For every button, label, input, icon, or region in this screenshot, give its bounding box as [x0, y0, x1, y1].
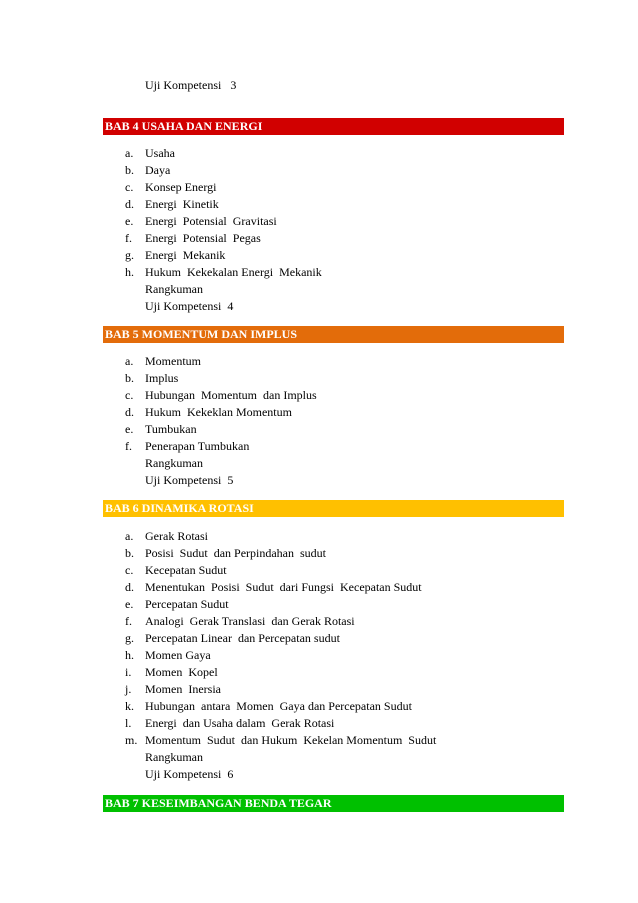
list-item-letter: d.: [125, 405, 134, 419]
list-item: Hubungan antara Momen Gaya dan Percepatan Sudut: [145, 699, 412, 713]
list-item-letter: e.: [125, 422, 134, 436]
list-item-letter: c.: [125, 180, 134, 194]
list-item: Percepatan Sudut: [145, 597, 229, 611]
summary-label: Rangkuman: [145, 456, 203, 470]
list-item-letter: i.: [125, 665, 132, 679]
summary-label: Rangkuman: [145, 282, 203, 296]
list-item-letter: a.: [125, 146, 134, 160]
list-item: Menentukan Posisi Sudut dari Fungsi Kecepatan Sudut: [145, 580, 422, 594]
list-item: Percepatan Linear dan Percepatan sudut: [145, 631, 340, 645]
list-item-letter: b.: [125, 371, 134, 385]
summary-label: Rangkuman: [145, 750, 203, 764]
list-item: Kecepatan Sudut: [145, 563, 227, 577]
test-label: Uji Kompetensi 4: [145, 299, 234, 313]
intro-test-label: Uji Kompetensi 3: [145, 78, 237, 92]
chapter-6-header: BAB 6 DINAMIKA ROTASI: [103, 500, 564, 517]
list-item: Energi Potensial Gravitasi: [145, 214, 277, 228]
list-item-letter: l.: [125, 716, 132, 730]
list-item: Penerapan Tumbukan: [145, 439, 250, 453]
list-item-letter: h.: [125, 648, 134, 662]
list-item: Tumbukan: [145, 422, 197, 436]
list-item: Posisi Sudut dan Perpindahan sudut: [145, 546, 327, 560]
list-item-letter: c.: [125, 388, 134, 402]
list-item: Momen Kopel: [145, 665, 218, 679]
list-item-letter: f.: [125, 231, 132, 245]
list-item: Hukum Kekeklan Momentum: [145, 405, 292, 419]
list-item: Hubungan Momentum dan Implus: [145, 388, 317, 402]
list-item-letter: m.: [125, 733, 138, 747]
list-item: Energi Kinetik: [145, 197, 219, 211]
list-item: Momentum: [145, 354, 201, 368]
list-item: Implus: [145, 371, 179, 385]
list-item: Energi Mekanik: [145, 248, 226, 262]
list-item: Energi dan Usaha dalam Gerak Rotasi: [145, 716, 335, 730]
list-item: Momen Inersia: [145, 682, 221, 696]
list-item-letter: a.: [125, 354, 134, 368]
list-item-letter: e.: [125, 597, 134, 611]
list-item-letter: e.: [125, 214, 134, 228]
list-item: Konsep Energi: [145, 180, 217, 194]
list-item-letter: g.: [125, 248, 134, 262]
list-item-letter: f.: [125, 614, 132, 628]
list-item-letter: c.: [125, 563, 134, 577]
list-item-letter: f.: [125, 439, 132, 453]
list-item: Usaha: [145, 146, 175, 160]
test-label: Uji Kompetensi 5: [145, 473, 234, 487]
list-item-letter: h.: [125, 265, 134, 279]
chapter-5-header: BAB 5 MOMENTUM DAN IMPLUS: [103, 326, 564, 343]
list-item-letter: b.: [125, 546, 134, 560]
chapter-7-header: BAB 7 KESEIMBANGAN BENDA TEGAR: [103, 795, 564, 812]
list-item-letter: d.: [125, 197, 134, 211]
list-item: Hukum Kekekalan Energi Mekanik: [145, 265, 322, 279]
list-item-letter: g.: [125, 631, 134, 645]
list-item-letter: j.: [125, 682, 132, 696]
list-item-letter: b.: [125, 163, 134, 177]
list-item-letter: d.: [125, 580, 134, 594]
list-item: Analogi Gerak Translasi dan Gerak Rotasi: [145, 614, 355, 628]
list-item: Gerak Rotasi: [145, 529, 208, 543]
list-item-letter: k.: [125, 699, 134, 713]
list-item: Daya: [145, 163, 171, 177]
list-item: Momen Gaya: [145, 648, 211, 662]
list-item: Momentum Sudut dan Hukum Kekelan Momentum Sudut: [145, 733, 437, 747]
test-label: Uji Kompetensi 6: [145, 767, 234, 781]
list-item: Energi Potensial Pegas: [145, 231, 261, 245]
chapter-4-header: BAB 4 USAHA DAN ENERGI: [103, 118, 564, 135]
list-item-letter: a.: [125, 529, 134, 543]
